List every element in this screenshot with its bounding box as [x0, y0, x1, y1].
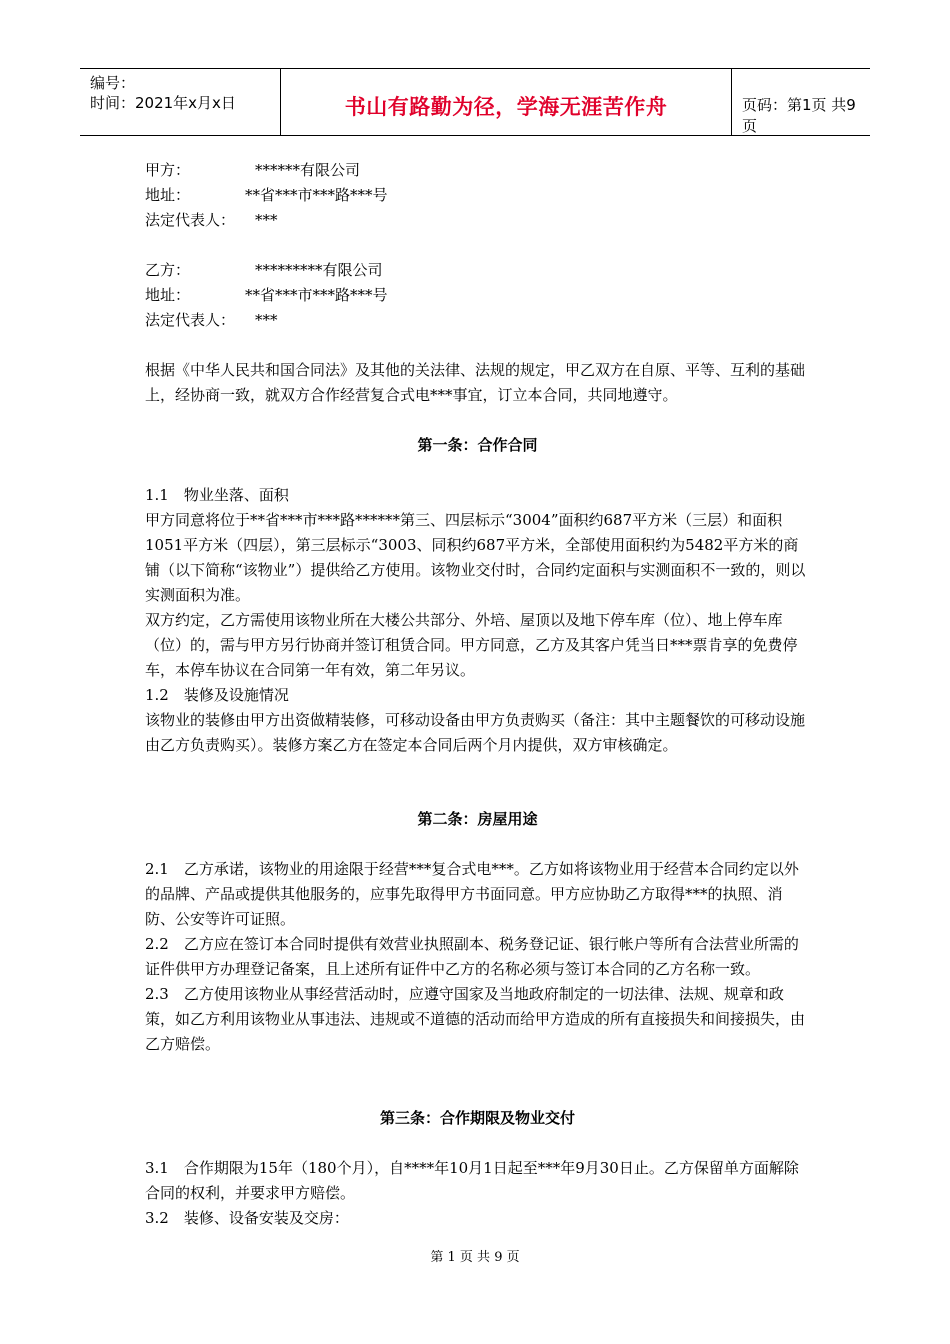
article-2-block: [145, 857, 810, 1057]
party-b-label: 乙方：: [145, 261, 191, 279]
party-b-rep: ***: [255, 311, 278, 329]
article-2-2-text: 2.2 乙方应在签订本合同时提供有效营业执照副本、税务登记证、银行帐户等所有合法营业所需的证件供甲方办理登记备案，且上述所有证件中乙方的名称必须与签订本合同的乙方名称一致。: [145, 935, 799, 978]
article-2-heading-block: [145, 807, 810, 832]
article-3-2-text: 3.2 装修、设备安装及交房：: [145, 1209, 349, 1227]
header-motto-cell: [280, 69, 732, 135]
article-1-1-text: 甲方同意将位于**省***市***路******第三、四层标示“3004”面积约687平方米（三层）和面积1051平方米（四层），第三层标示“3003、同积约687平方米，全部使用面积约为5482平方米的商铺（以下简称“该物业”）提供给乙方使用。该物业交付时，合同约定面积与实测面积不一致的，则以实测面积为准。: [145, 511, 806, 604]
party-a-name-row: [145, 158, 810, 183]
article-2-1-text: 2.1 乙方承诺，该物业的用途限于经营***复合式电***。乙方如将该物业用于经营本合同约定以外的品牌、产品或提供其他服务的，应事先取得甲方书面同意。甲方应协助乙方取得***的执照、消防、公安等许可证照。: [145, 860, 799, 928]
party-a-rep: ***: [255, 211, 278, 229]
article-1-2-text: 该物业的装修由甲方出资做精装修，可移动设备由甲方负责购买（备注：其中主题餐饮的可移动设施由乙方负责购买）。装修方案乙方在签定本合同后两个月内提供，双方审核确定。: [145, 711, 806, 754]
party-b-address: **省***市***路***号: [245, 286, 388, 304]
article-3-1-text: 3.1 合作期限为15年（180个月），自****年10月1日起至***年9月30日止。乙方保留单方面解除合同的权利，并要求甲方赔偿。: [145, 1159, 799, 1202]
article-2-title: 第二条：房屋用途: [417, 810, 538, 828]
article-1-1-heading: 1.1 物业坐落、面积: [145, 486, 289, 504]
party-a-name: ******有限公司: [255, 161, 361, 179]
article-1-heading-block: [145, 433, 810, 458]
party-a-address: **省***市***路***号: [245, 186, 388, 204]
party-a-address-label: 地址：: [145, 186, 191, 204]
header-page-number: 页码：第1页 共9页: [742, 96, 856, 135]
article-3-heading-block: [145, 1106, 810, 1131]
party-b-block: [145, 258, 810, 333]
party-b-rep-label: 法定代表人：: [145, 311, 236, 329]
article-1-1-parking: 双方约定，乙方需使用该物业所在大楼公共部分、外培、屋顶以及地下停车库（位）、地上停车库（位）的，需与甲方另行协商并签订租赁合同。甲方同意，乙方及其客户凭当日***票肯享的免费停车，本停车协议在合同第一年有效，第二年另议。: [145, 611, 798, 679]
header-meta-cell: [80, 69, 280, 135]
page-footer: 第 1 页 共 9 页: [430, 1250, 520, 1265]
party-a-rep-label: 法定代表人：: [145, 211, 236, 229]
header-page-cell: [732, 69, 870, 135]
party-a-rep-row: [145, 208, 810, 233]
article-2-3-text: 2.3 乙方使用该物业从事经营活动时，应遵守国家及当地政府制定的一切法律、法规、规章和政策，如乙方利用该物业从事违法、违规或不道德的活动而给甲方造成的所有直接损失和间接损失，由乙方赔偿。: [145, 985, 806, 1053]
party-a-address-row: [145, 183, 810, 208]
article-1-2-heading: 1.2 装修及设施情况: [145, 686, 289, 704]
article-1-title: 第一条：合作合同: [417, 436, 538, 454]
page-header: [80, 68, 870, 136]
party-b-address-label: 地址：: [145, 286, 191, 304]
party-a-label: 甲方：: [145, 161, 191, 179]
party-a-block: [145, 158, 810, 233]
intro-block: [145, 358, 810, 408]
article-3-block: [145, 1156, 810, 1231]
article-1-block: [145, 483, 810, 758]
party-b-name-row: [145, 258, 810, 283]
document-time-label: 时间：2021年x月x日: [90, 94, 236, 112]
article-3-title: 第三条：合作期限及物业交付: [379, 1109, 575, 1127]
header-motto: 书山有路勤为径，学海无涯苦作舟: [344, 95, 668, 119]
party-b-name: *********有限公司: [255, 261, 383, 279]
party-b-rep-row: [145, 308, 810, 333]
party-b-address-row: [145, 283, 810, 308]
document-number-label: 编号：: [90, 74, 136, 92]
intro-paragraph: 根据《中华人民共和国合同法》及其他的关法律、法规的规定，甲乙双方在自原、平等、互利的基础上，经协商一致，就双方合作经营复合式电***事宜，订立本合同，共同地遵守。: [145, 361, 806, 404]
